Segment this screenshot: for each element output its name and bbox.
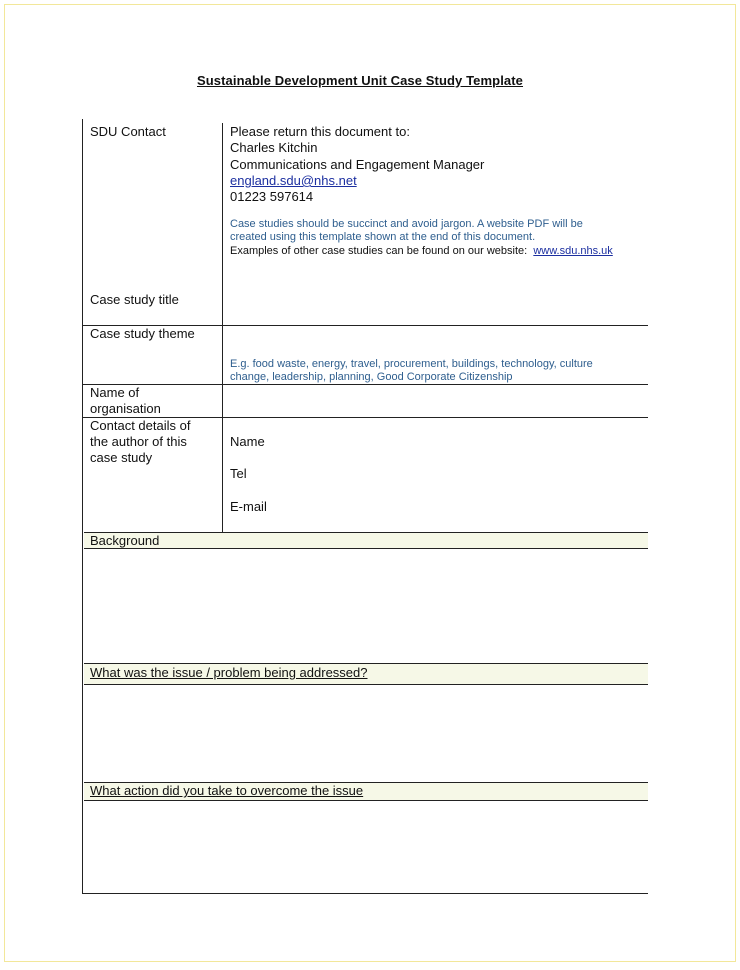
website-link[interactable]: www.sdu.nhs.uk — [533, 245, 613, 257]
sdu-contact-label: SDU Contact — [90, 124, 166, 139]
guidance-note-line2: created using this template shown at the end of this document. — [230, 231, 536, 243]
action-section-header — [84, 782, 648, 801]
examples-text — [230, 245, 613, 258]
organisation-label-line1: Name of — [90, 385, 140, 400]
author-tel-label: Tel — [230, 466, 247, 481]
contact-phone: 01223 597614 — [230, 189, 314, 204]
case-study-form — [82, 119, 648, 894]
issue-section-title: What was the issue / problem being addressed? — [90, 665, 368, 680]
row-divider — [83, 384, 648, 385]
document-page — [4, 4, 736, 962]
contact-email-link[interactable]: england.sdu@nhs.net — [230, 173, 357, 188]
author-email-label: E-mail — [230, 499, 267, 514]
case-study-title-label: Case study title — [90, 292, 179, 307]
return-instructions: Please return this document to: — [230, 124, 410, 139]
theme-hint-line1: E.g. food waste, energy, travel, procurement, buildings, technology, culture — [230, 358, 593, 370]
organisation-label-line2: organisation — [90, 401, 161, 416]
document-title: Sustainable Development Unit Case Study Template — [196, 73, 524, 88]
contact-name: Charles Kitchin — [230, 140, 318, 155]
contact-role: Communications and Engagement Manager — [230, 157, 485, 172]
author-label-line2: the author of this — [90, 434, 187, 449]
case-study-theme-label: Case study theme — [90, 326, 195, 341]
author-name-label: Name — [230, 434, 265, 449]
author-label-line3: case study — [90, 450, 153, 465]
guidance-note-line1: Case studies should be succinct and avoid jargon. A website PDF will be — [230, 218, 583, 230]
examples-text-label: Examples of other case studies can be found on our website: — [230, 245, 528, 257]
background-section-title: Background — [90, 533, 160, 548]
action-section-title: What action did you take to overcome the issue — [90, 783, 364, 798]
issue-section-header — [84, 663, 648, 685]
theme-hint-line2: change, leadership, planning, Good Corporate Citizenship — [230, 371, 513, 383]
background-section-header — [84, 532, 648, 549]
label-column-divider — [222, 123, 223, 532]
author-label-line1: Contact details of — [90, 418, 191, 433]
